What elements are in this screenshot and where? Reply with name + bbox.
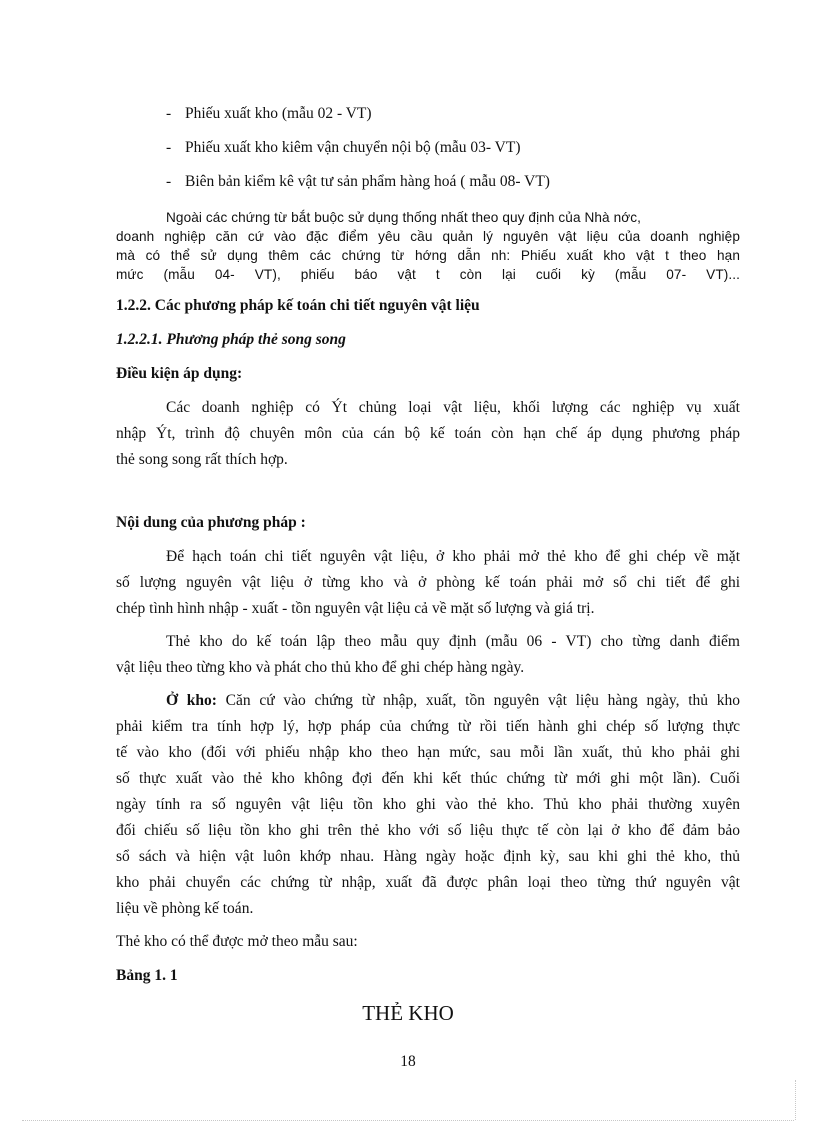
paragraph-line: Để hạch toán chi tiết nguyên vật liệu, ở kho phải mở thẻ kho để ghi chép về mặt: [166, 548, 740, 565]
intro-line: Ngoài các chứng từ bắt buộc sử dụng thống nhất theo quy định của Nhà nớc,: [166, 210, 642, 225]
table-label: Bảng 1. 1: [116, 967, 178, 984]
paragraph-line: thẻ song song rất thích hợp.: [116, 451, 288, 468]
bullet-dash: -: [166, 105, 172, 122]
margin-divider: [795, 1080, 796, 1120]
o-kho-label: Ở kho:: [166, 692, 217, 709]
footer-divider: [22, 1120, 794, 1121]
paragraph-line: số thực xuất vào thẻ kho không đợi đến khi kết thúc chứng từ mới ghi một lần). Cuối: [116, 770, 740, 787]
bullet-text: Biên bản kiểm kê vật tư sản phẩm hàng hoá ( mẫu 08- VT): [185, 173, 550, 190]
paragraph-line: số lượng nguyên vật liệu ở từng kho và ở phòng kế toán phải mở sổ chi tiết để ghi: [116, 574, 740, 591]
intro-line: doanh nghiệp căn cứ vào đặc điểm yêu cầu quản lý nguyên vật liệu của doanh nghiệp: [116, 229, 740, 244]
paragraph-line: vật liệu theo từng kho và phát cho thủ kho để ghi chép hàng ngày.: [116, 659, 525, 676]
paragraph-line: Các doanh nghiệp có Ýt chủng loại vật liệu, khối lượng các nghiệp vụ xuất: [166, 399, 740, 416]
bullet-dash: -: [166, 139, 172, 156]
paragraph-line: ngày tính ra số nguyên vật liệu tồn kho ghi vào thẻ kho. Thủ kho phải thường xuyên: [116, 796, 740, 813]
bullet-dash: -: [166, 173, 172, 190]
bullet-item: [166, 172, 550, 192]
intro-line: mà có thể sử dụng thêm các chứng từ hớng dẫn nh: Phiếu xuất kho vật t theo hạn: [116, 248, 740, 263]
paragraph-line: đối chiếu số liệu tồn kho ghi trên thẻ kho với số liệu thực tế còn lại ở kho để đảm bảo: [116, 822, 740, 839]
paragraph-line: tế vào kho (đối với phiếu nhập kho theo hạn mức, sau mỗi lần xuất, thủ kho phải ghi: [116, 744, 740, 761]
paragraph-line: kho phải chuyển các chứng từ nhập, xuất đã được phân loại theo từng thứ nguyên vật: [116, 874, 740, 891]
label-noi-dung: Nội dung của phương pháp :: [116, 514, 306, 531]
subsection-heading: 1.2.2.1. Phương pháp thẻ song song: [116, 331, 346, 348]
paragraph-line: sổ sách và hiện vật luôn khớp nhau. Hàng ngày hoặc định kỳ, sau khi ghi thẻ kho, thủ: [116, 848, 740, 865]
label-dieu-kien: Điều kiện áp dụng:: [116, 365, 243, 382]
paragraph-line: phải kiểm tra tính hợp lý, hợp pháp của chứng từ rồi tiến hành ghi chép số lượng thực: [116, 718, 740, 735]
the-kho-intro: Thẻ kho có thể được mở theo mẫu sau:: [116, 933, 358, 950]
bullet-text: Phiếu xuất kho (mẫu 02 - VT): [185, 105, 372, 122]
paragraph-line: chép tình hình nhập - xuất - tồn nguyên vật liệu cả về mặt số lượng và giá trị.: [116, 600, 595, 617]
paragraph-line: liệu về phòng kế toán.: [116, 900, 254, 917]
page-number: 18: [400, 1053, 416, 1070]
intro-line: mức (mẫu 04- VT), phiếu báo vật t còn lại cuối kỳ (mẫu 07- VT)...: [116, 267, 740, 282]
form-title: THẺ KHO: [362, 1001, 454, 1025]
bullet-text: Phiếu xuất kho kiêm vận chuyển nội bộ (mẫu 03- VT): [185, 139, 521, 156]
bullet-item: [166, 104, 372, 124]
o-kho-text: Căn cứ vào chứng từ nhập, xuất, tồn nguyên vật liệu hàng ngày, thủ kho: [216, 692, 740, 709]
paragraph-line: Thẻ kho do kế toán lập theo mẫu quy định (mẫu 06 - VT) cho từng danh điểm: [166, 633, 740, 650]
section-heading: 1.2.2. Các phương pháp kế toán chi tiết nguyên vật liệu: [116, 297, 480, 314]
bullet-item: [166, 138, 520, 158]
paragraph-line: nhập Ýt, trình độ chuyên môn của cán bộ kế toán còn hạn chế áp dụng phương pháp: [116, 425, 740, 442]
paragraph-line: [166, 691, 740, 711]
